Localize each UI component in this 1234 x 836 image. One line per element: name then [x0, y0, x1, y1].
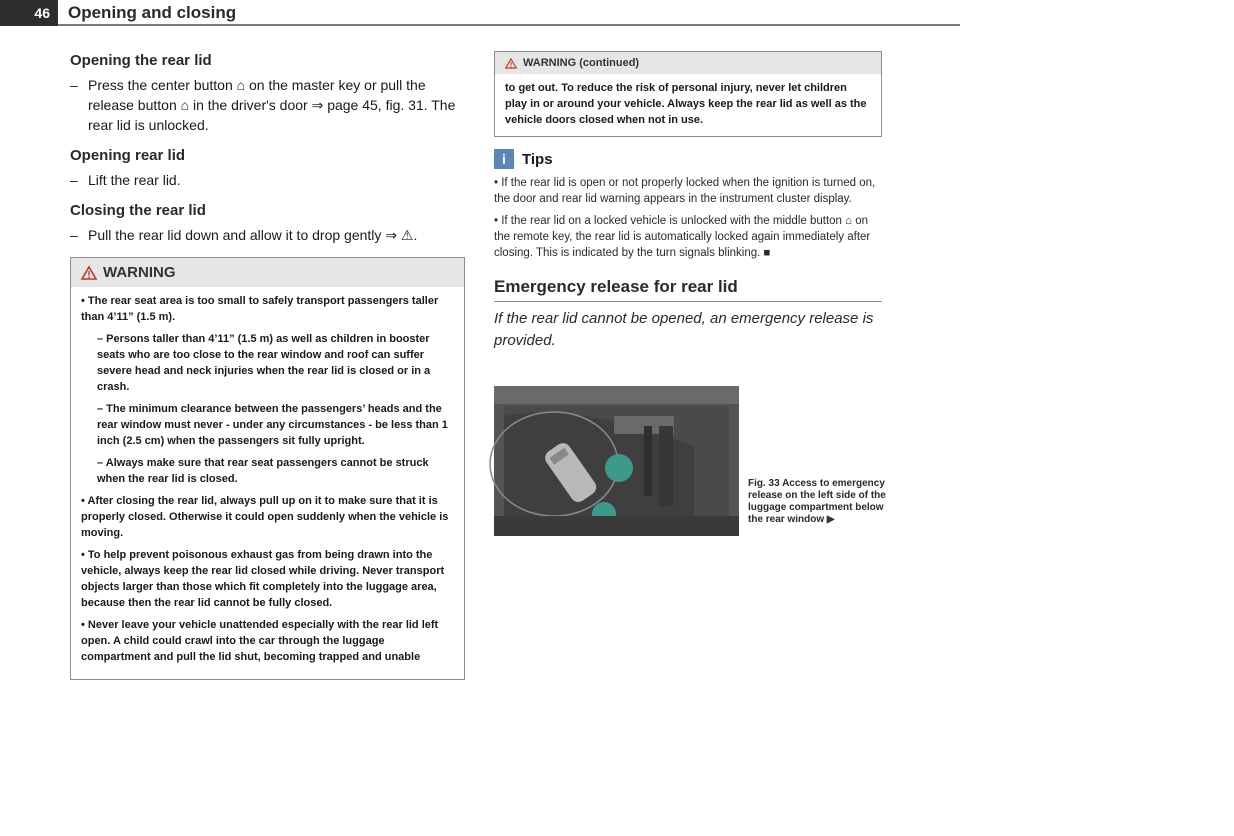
warning-item: • To help prevent poisonous exhaust gas from being drawn into the vehicle, always keep the rear lid closed while driving. Never transport objects larger than those which fit completely into the luggage area, because then the rear lid cannot be fully closed.: [81, 549, 445, 609]
warning-subitem: – Persons taller than 4’11” (1.5 m) as well as children in booster seats who are too close to the rear window and roof can suffer severe head and neck injuries when the rear lid is closed or in a crash.: [97, 333, 431, 393]
warning-triangle-icon: [81, 266, 97, 280]
warning-item: • Never leave your vehicle unattended especially with the rear lid left open. A child could crawl into the car through the luggage compartment and pull the lid shut, becoming trapped and unable: [81, 619, 439, 663]
figure-caption: Fig. 33 Access to emergency release on the left side of the luggage compartment below the rear window ▶: [748, 478, 886, 525]
step-lift-rear-lid: – Lift the rear lid.: [70, 172, 181, 188]
section-title: Opening and closing: [68, 3, 237, 22]
tips-heading: i Tips: [494, 149, 882, 169]
step-press-center-button: – Press the center button ⌂ on the master key or pull the release button ⌂ in the driver's door ⇒ page 45, fig. 31. The rear lid is unlocked.: [70, 77, 456, 133]
header-rule: [58, 24, 960, 26]
continue-arrow-icon: ▶: [826, 514, 835, 525]
tip-item: • If the rear lid on a locked vehicle is unlocked with the middle button ⌂ on the remote key, the rear lid is automatically locked again immediately after closing. This is indicated by the turn signals blinking. ■: [494, 215, 871, 259]
warning-body: [71, 287, 464, 679]
warning-triangle-icon: [505, 58, 517, 69]
heading-closing-rear-lid: Closing the rear lid: [70, 202, 206, 219]
heading-opening-rear-lid-2: Opening rear lid: [70, 147, 186, 164]
figure-illustration: [494, 386, 739, 536]
right-column: [494, 51, 882, 352]
warning-subitem: – Always make sure that rear seat passengers cannot be struck when the rear lid is closed.: [97, 457, 429, 485]
step-pull-rear-lid: – Pull the rear lid down and allow it to drop gently ⇒ ⚠.: [70, 227, 418, 243]
heading-opening-rear-lid: Opening the rear lid: [70, 52, 212, 69]
intro-text: If the rear lid cannot be opened, an emergency release is provided.: [494, 310, 874, 349]
warning-subitem: – The minimum clearance between the passengers’ heads and the rear window must never - under any circumstances - be less than 1 inch (2.5 cm) when the passengers sit fully upright.: [97, 403, 448, 447]
info-icon: i: [494, 149, 514, 169]
figure-code: B8J-0439: [1224, 801, 1233, 836]
tip-item: • If the rear lid is open or not properly locked when the ignition is turned on, the door and rear lid warning appears in the instrument cluster display.: [494, 177, 876, 205]
warning-box: [70, 257, 465, 680]
warning-continued-box: [494, 51, 882, 137]
warning-item: • After closing the rear lid, always pull up on it to make sure that it is properly closed. Otherwise it could open suddenly when the vehicle is moving.: [81, 495, 449, 539]
left-column: [70, 52, 465, 680]
heading-emergency-release: Emergency release for rear lid: [494, 277, 882, 302]
page-number: 46: [0, 0, 58, 26]
warning-item: • The rear seat area is too small to safely transport passengers taller than 4’11” (1.5 m).: [81, 295, 439, 323]
warning-continued-header: WARNING (continued): [495, 52, 881, 74]
warning-continued-body: to get out. To reduce the risk of personal injury, never let children play in or around your vehicle. Always keep the rear lid as well as the vehicle doors closed when not in use.: [505, 82, 867, 126]
warning-header: WARNING: [71, 258, 464, 287]
